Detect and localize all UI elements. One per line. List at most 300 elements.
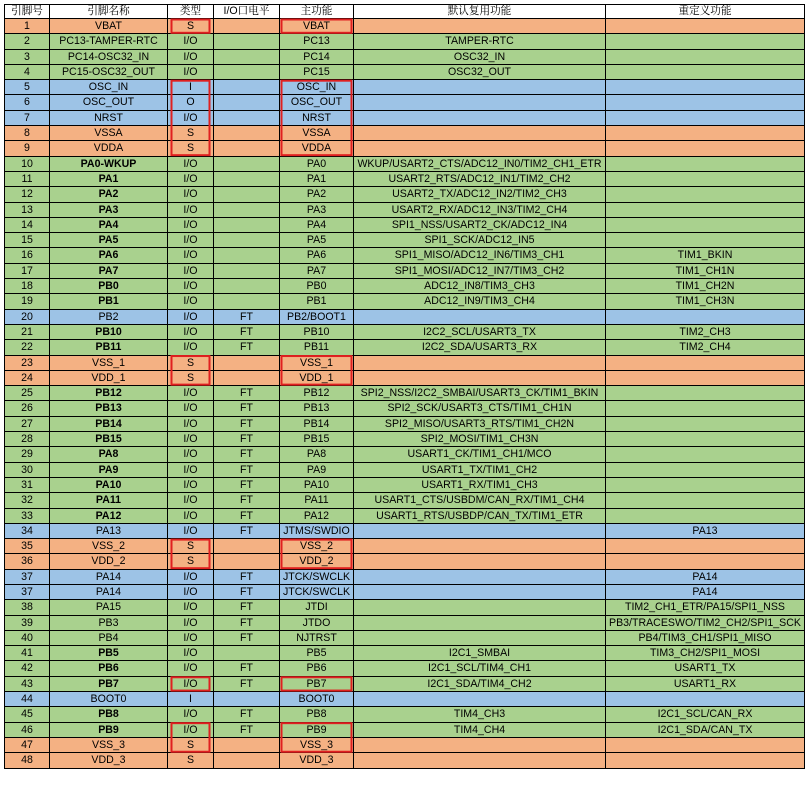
cell-pin-number: 38 bbox=[5, 600, 50, 615]
cell-io-level bbox=[214, 156, 280, 171]
cell-pin-name: PA14 bbox=[50, 569, 168, 584]
cell-type: I/O bbox=[168, 156, 214, 171]
cell-main-function: PB7 bbox=[280, 676, 354, 691]
cell-main-function: PA0 bbox=[280, 156, 354, 171]
table-row bbox=[5, 539, 805, 554]
cell-alt-function bbox=[354, 523, 606, 538]
cell-pin-number: 48 bbox=[5, 753, 50, 768]
header-main-function: 主功能 bbox=[280, 5, 354, 19]
cell-pin-name: PA15 bbox=[50, 600, 168, 615]
cell-pin-name: PA14 bbox=[50, 584, 168, 599]
cell-main-function: PA2 bbox=[280, 187, 354, 202]
cell-io-level: FT bbox=[214, 508, 280, 523]
cell-pin-number: 16 bbox=[5, 248, 50, 263]
table-row bbox=[5, 722, 805, 737]
cell-io-level: FT bbox=[214, 523, 280, 538]
cell-alt-function bbox=[354, 600, 606, 615]
cell-io-level bbox=[214, 737, 280, 752]
cell-type: I/O bbox=[168, 523, 214, 538]
cell-main-function: VDDA bbox=[280, 141, 354, 156]
cell-pin-number: 46 bbox=[5, 722, 50, 737]
cell-main-function: PB6 bbox=[280, 661, 354, 676]
cell-io-level bbox=[214, 64, 280, 79]
cell-pin-name: PB6 bbox=[50, 661, 168, 676]
cell-pin-number: 21 bbox=[5, 324, 50, 339]
cell-pin-name: BOOT0 bbox=[50, 692, 168, 707]
cell-type: I/O bbox=[168, 340, 214, 355]
table-row bbox=[5, 646, 805, 661]
cell-type: I bbox=[168, 80, 214, 95]
cell-pin-number: 12 bbox=[5, 187, 50, 202]
cell-pin-number: 5 bbox=[5, 80, 50, 95]
cell-pin-name: PC15-OSC32_OUT bbox=[50, 64, 168, 79]
cell-io-level bbox=[214, 126, 280, 141]
cell-main-function: PB1 bbox=[280, 294, 354, 309]
cell-alt-function: ADC12_IN9/TIM3_CH4 bbox=[354, 294, 606, 309]
table-row bbox=[5, 202, 805, 217]
cell-remap-function bbox=[606, 508, 805, 523]
cell-pin-number: 15 bbox=[5, 233, 50, 248]
cell-io-level: FT bbox=[214, 661, 280, 676]
table-row bbox=[5, 279, 805, 294]
table-row bbox=[5, 171, 805, 186]
cell-io-level: FT bbox=[214, 630, 280, 645]
cell-pin-name: VSS_2 bbox=[50, 539, 168, 554]
cell-pin-number: 47 bbox=[5, 737, 50, 752]
cell-pin-name: OSC_IN bbox=[50, 80, 168, 95]
cell-io-level bbox=[214, 110, 280, 125]
header-remap-function: 重定义功能 bbox=[606, 5, 805, 19]
cell-alt-function: USART2_TX/ADC12_IN2/TIM2_CH3 bbox=[354, 187, 606, 202]
cell-pin-number: 44 bbox=[5, 692, 50, 707]
cell-io-level bbox=[214, 355, 280, 370]
cell-io-level: FT bbox=[214, 493, 280, 508]
cell-main-function: PB13 bbox=[280, 401, 354, 416]
cell-pin-name: VDD_2 bbox=[50, 554, 168, 569]
table-row bbox=[5, 370, 805, 385]
cell-main-function: PC13 bbox=[280, 34, 354, 49]
cell-remap-function: TIM3_CH2/SPI1_MOSI bbox=[606, 646, 805, 661]
cell-main-function: VSS_2 bbox=[280, 539, 354, 554]
cell-io-level bbox=[214, 248, 280, 263]
cell-main-function: VDD_1 bbox=[280, 370, 354, 385]
cell-type: S bbox=[168, 19, 214, 34]
cell-pin-name: PA2 bbox=[50, 187, 168, 202]
cell-remap-function bbox=[606, 95, 805, 110]
cell-type: I/O bbox=[168, 217, 214, 232]
cell-pin-number: 26 bbox=[5, 401, 50, 416]
cell-pin-number: 24 bbox=[5, 370, 50, 385]
cell-type: I/O bbox=[168, 401, 214, 416]
cell-pin-name: PC13-TAMPER-RTC bbox=[50, 34, 168, 49]
cell-pin-name: NRST bbox=[50, 110, 168, 125]
table-row bbox=[5, 141, 805, 156]
cell-io-level bbox=[214, 34, 280, 49]
table-row bbox=[5, 630, 805, 645]
table-row bbox=[5, 584, 805, 599]
table-row bbox=[5, 64, 805, 79]
cell-type: I/O bbox=[168, 294, 214, 309]
table-row bbox=[5, 508, 805, 523]
header-pin-name: 引脚名称 bbox=[50, 5, 168, 19]
cell-pin-name: VSSA bbox=[50, 126, 168, 141]
cell-io-level bbox=[214, 646, 280, 661]
cell-main-function: PA7 bbox=[280, 263, 354, 278]
table-row bbox=[5, 661, 805, 676]
cell-main-function: PB14 bbox=[280, 416, 354, 431]
table-row bbox=[5, 615, 805, 630]
cell-io-level: FT bbox=[214, 722, 280, 737]
cell-remap-function bbox=[606, 554, 805, 569]
cell-alt-function bbox=[354, 141, 606, 156]
cell-main-function: PB2/BOOT1 bbox=[280, 309, 354, 324]
cell-type: I/O bbox=[168, 493, 214, 508]
cell-remap-function bbox=[606, 539, 805, 554]
cell-pin-name: PA13 bbox=[50, 523, 168, 538]
cell-alt-function: USART2_RTS/ADC12_IN1/TIM2_CH2 bbox=[354, 171, 606, 186]
cell-remap-function bbox=[606, 80, 805, 95]
cell-remap-function bbox=[606, 34, 805, 49]
table-header-row bbox=[5, 5, 805, 19]
table-body bbox=[5, 19, 805, 769]
cell-type: I/O bbox=[168, 187, 214, 202]
cell-remap-function: TIM2_CH1_ETR/PA15/SPI1_NSS bbox=[606, 600, 805, 615]
cell-type: I/O bbox=[168, 676, 214, 691]
table-row bbox=[5, 19, 805, 34]
cell-pin-number: 43 bbox=[5, 676, 50, 691]
cell-type: I/O bbox=[168, 630, 214, 645]
cell-main-function: PA8 bbox=[280, 447, 354, 462]
cell-pin-number: 42 bbox=[5, 661, 50, 676]
cell-main-function: PB12 bbox=[280, 386, 354, 401]
header-default-alt-function: 默认复用功能 bbox=[354, 5, 606, 19]
cell-remap-function: TIM1_CH2N bbox=[606, 279, 805, 294]
cell-remap-function: I2C1_SDA/CAN_TX bbox=[606, 722, 805, 737]
cell-io-level bbox=[214, 692, 280, 707]
cell-type: I bbox=[168, 692, 214, 707]
cell-alt-function: WKUP/USART2_CTS/ADC12_IN0/TIM2_CH1_ETR bbox=[354, 156, 606, 171]
cell-io-level bbox=[214, 202, 280, 217]
cell-main-function: PA9 bbox=[280, 462, 354, 477]
cell-alt-function bbox=[354, 692, 606, 707]
cell-io-level: FT bbox=[214, 569, 280, 584]
header-io-level: I/O口电平 bbox=[214, 5, 280, 19]
cell-type: S bbox=[168, 554, 214, 569]
cell-alt-function bbox=[354, 370, 606, 385]
cell-type: I/O bbox=[168, 263, 214, 278]
cell-main-function: PB15 bbox=[280, 432, 354, 447]
cell-pin-name: PA6 bbox=[50, 248, 168, 263]
cell-pin-name: PB15 bbox=[50, 432, 168, 447]
cell-alt-function bbox=[354, 95, 606, 110]
cell-pin-name: PB10 bbox=[50, 324, 168, 339]
cell-type: S bbox=[168, 539, 214, 554]
cell-io-level: FT bbox=[214, 324, 280, 339]
cell-pin-number: 37 bbox=[5, 584, 50, 599]
cell-pin-name: PA12 bbox=[50, 508, 168, 523]
table-row bbox=[5, 248, 805, 263]
cell-type: I/O bbox=[168, 416, 214, 431]
cell-remap-function bbox=[606, 19, 805, 34]
header-type: 类型 bbox=[168, 5, 214, 19]
cell-remap-function bbox=[606, 355, 805, 370]
table-row bbox=[5, 753, 805, 768]
cell-main-function: VDD_3 bbox=[280, 753, 354, 768]
cell-io-level bbox=[214, 539, 280, 554]
table-row bbox=[5, 386, 805, 401]
cell-type: S bbox=[168, 753, 214, 768]
cell-io-level bbox=[214, 171, 280, 186]
cell-pin-number: 11 bbox=[5, 171, 50, 186]
cell-pin-number: 14 bbox=[5, 217, 50, 232]
cell-pin-name: PB11 bbox=[50, 340, 168, 355]
cell-main-function: PC15 bbox=[280, 64, 354, 79]
cell-pin-number: 34 bbox=[5, 523, 50, 538]
table-row bbox=[5, 462, 805, 477]
cell-remap-function bbox=[606, 753, 805, 768]
cell-pin-number: 23 bbox=[5, 355, 50, 370]
cell-io-level bbox=[214, 753, 280, 768]
cell-remap-function: TIM1_BKIN bbox=[606, 248, 805, 263]
cell-alt-function: USART1_RX/TIM1_CH3 bbox=[354, 477, 606, 492]
cell-remap-function bbox=[606, 309, 805, 324]
cell-pin-number: 27 bbox=[5, 416, 50, 431]
cell-alt-function bbox=[354, 584, 606, 599]
cell-pin-number: 31 bbox=[5, 477, 50, 492]
cell-main-function: NJTRST bbox=[280, 630, 354, 645]
cell-pin-name: PA3 bbox=[50, 202, 168, 217]
cell-main-function: JTCK/SWCLK bbox=[280, 584, 354, 599]
cell-pin-number: 32 bbox=[5, 493, 50, 508]
table-row bbox=[5, 692, 805, 707]
cell-pin-name: PC14-OSC32_IN bbox=[50, 49, 168, 64]
cell-type: I/O bbox=[168, 248, 214, 263]
cell-remap-function bbox=[606, 386, 805, 401]
cell-remap-function bbox=[606, 233, 805, 248]
cell-io-level: FT bbox=[214, 447, 280, 462]
cell-pin-name: PA11 bbox=[50, 493, 168, 508]
cell-type: I/O bbox=[168, 49, 214, 64]
cell-main-function: PA3 bbox=[280, 202, 354, 217]
cell-type: I/O bbox=[168, 584, 214, 599]
cell-pin-name: PB8 bbox=[50, 707, 168, 722]
cell-remap-function: TIM1_CH1N bbox=[606, 263, 805, 278]
cell-type: I/O bbox=[168, 477, 214, 492]
cell-pin-name: PB0 bbox=[50, 279, 168, 294]
cell-main-function: JTDO bbox=[280, 615, 354, 630]
cell-remap-function bbox=[606, 110, 805, 125]
cell-alt-function bbox=[354, 753, 606, 768]
cell-io-level bbox=[214, 19, 280, 34]
cell-alt-function: TAMPER-RTC bbox=[354, 34, 606, 49]
table-row bbox=[5, 34, 805, 49]
cell-pin-name: OSC_OUT bbox=[50, 95, 168, 110]
table-row bbox=[5, 493, 805, 508]
table-row bbox=[5, 554, 805, 569]
cell-type: I/O bbox=[168, 64, 214, 79]
cell-pin-number: 25 bbox=[5, 386, 50, 401]
cell-main-function: PA12 bbox=[280, 508, 354, 523]
table-row bbox=[5, 126, 805, 141]
cell-pin-number: 17 bbox=[5, 263, 50, 278]
cell-main-function: PA1 bbox=[280, 171, 354, 186]
cell-alt-function: I2C1_SMBAI bbox=[354, 646, 606, 661]
cell-alt-function: I2C2_SCL/USART3_TX bbox=[354, 324, 606, 339]
cell-io-level bbox=[214, 141, 280, 156]
cell-io-level: FT bbox=[214, 432, 280, 447]
cell-remap-function bbox=[606, 401, 805, 416]
cell-alt-function: SPI1_MISO/ADC12_IN6/TIM3_CH1 bbox=[354, 248, 606, 263]
cell-alt-function bbox=[354, 126, 606, 141]
cell-pin-number: 40 bbox=[5, 630, 50, 645]
cell-pin-name: PB3 bbox=[50, 615, 168, 630]
cell-pin-number: 36 bbox=[5, 554, 50, 569]
cell-pin-number: 41 bbox=[5, 646, 50, 661]
cell-alt-function bbox=[354, 554, 606, 569]
cell-pin-number: 20 bbox=[5, 309, 50, 324]
cell-main-function: NRST bbox=[280, 110, 354, 125]
table-row bbox=[5, 309, 805, 324]
table-row bbox=[5, 187, 805, 202]
table-row bbox=[5, 447, 805, 462]
table-row bbox=[5, 110, 805, 125]
cell-remap-function bbox=[606, 477, 805, 492]
cell-type: I/O bbox=[168, 508, 214, 523]
cell-pin-number: 8 bbox=[5, 126, 50, 141]
cell-remap-function bbox=[606, 416, 805, 431]
cell-pin-number: 7 bbox=[5, 110, 50, 125]
cell-main-function: PA10 bbox=[280, 477, 354, 492]
cell-main-function: PA4 bbox=[280, 217, 354, 232]
cell-remap-function: TIM1_CH3N bbox=[606, 294, 805, 309]
cell-pin-number: 13 bbox=[5, 202, 50, 217]
cell-io-level: FT bbox=[214, 584, 280, 599]
cell-remap-function bbox=[606, 141, 805, 156]
cell-pin-name: PB9 bbox=[50, 722, 168, 737]
cell-io-level bbox=[214, 370, 280, 385]
pin-definition-table bbox=[4, 4, 805, 769]
cell-remap-function bbox=[606, 432, 805, 447]
cell-remap-function: PA14 bbox=[606, 569, 805, 584]
cell-pin-name: PA0-WKUP bbox=[50, 156, 168, 171]
cell-alt-function: OSC32_OUT bbox=[354, 64, 606, 79]
table-row bbox=[5, 355, 805, 370]
table-row bbox=[5, 523, 805, 538]
table-row bbox=[5, 737, 805, 752]
cell-remap-function bbox=[606, 156, 805, 171]
cell-alt-function: I2C1_SCL/TIM4_CH1 bbox=[354, 661, 606, 676]
cell-pin-number: 33 bbox=[5, 508, 50, 523]
cell-main-function: PA11 bbox=[280, 493, 354, 508]
table-row bbox=[5, 217, 805, 232]
cell-pin-number: 22 bbox=[5, 340, 50, 355]
cell-remap-function bbox=[606, 217, 805, 232]
cell-alt-function bbox=[354, 19, 606, 34]
cell-io-level bbox=[214, 80, 280, 95]
cell-remap-function: I2C1_SCL/CAN_RX bbox=[606, 707, 805, 722]
cell-alt-function bbox=[354, 737, 606, 752]
cell-type: I/O bbox=[168, 324, 214, 339]
cell-remap-function bbox=[606, 493, 805, 508]
cell-io-level bbox=[214, 49, 280, 64]
table-row bbox=[5, 401, 805, 416]
cell-alt-function: SPI2_MISO/USART3_RTS/TIM1_CH2N bbox=[354, 416, 606, 431]
cell-io-level: FT bbox=[214, 416, 280, 431]
cell-remap-function bbox=[606, 370, 805, 385]
cell-type: I/O bbox=[168, 447, 214, 462]
cell-alt-function: I2C2_SDA/USART3_RX bbox=[354, 340, 606, 355]
cell-pin-name: PA9 bbox=[50, 462, 168, 477]
cell-remap-function: TIM2_CH4 bbox=[606, 340, 805, 355]
table-row bbox=[5, 707, 805, 722]
cell-pin-number: 6 bbox=[5, 95, 50, 110]
cell-remap-function: PA13 bbox=[606, 523, 805, 538]
cell-main-function: PB10 bbox=[280, 324, 354, 339]
cell-main-function: VBAT bbox=[280, 19, 354, 34]
cell-main-function: VSS_1 bbox=[280, 355, 354, 370]
cell-main-function: VDD_2 bbox=[280, 554, 354, 569]
cell-alt-function: SPI2_SCK/USART3_CTS/TIM1_CH1N bbox=[354, 401, 606, 416]
cell-pin-number: 19 bbox=[5, 294, 50, 309]
cell-io-level bbox=[214, 554, 280, 569]
cell-alt-function bbox=[354, 355, 606, 370]
cell-main-function: PB9 bbox=[280, 722, 354, 737]
cell-io-level bbox=[214, 95, 280, 110]
cell-pin-name: PA5 bbox=[50, 233, 168, 248]
cell-alt-function bbox=[354, 539, 606, 554]
cell-pin-number: 30 bbox=[5, 462, 50, 477]
cell-alt-function bbox=[354, 630, 606, 645]
cell-pin-name: VSS_1 bbox=[50, 355, 168, 370]
cell-main-function: OSC_OUT bbox=[280, 95, 354, 110]
cell-pin-number: 1 bbox=[5, 19, 50, 34]
cell-io-level bbox=[214, 294, 280, 309]
cell-pin-name: PB12 bbox=[50, 386, 168, 401]
table-row bbox=[5, 477, 805, 492]
cell-pin-number: 37 bbox=[5, 569, 50, 584]
cell-pin-name: PA10 bbox=[50, 477, 168, 492]
cell-pin-name: PB14 bbox=[50, 416, 168, 431]
table-row bbox=[5, 432, 805, 447]
cell-type: S bbox=[168, 355, 214, 370]
cell-type: I/O bbox=[168, 569, 214, 584]
cell-io-level bbox=[214, 233, 280, 248]
table-row bbox=[5, 263, 805, 278]
cell-type: I/O bbox=[168, 661, 214, 676]
cell-io-level: FT bbox=[214, 615, 280, 630]
cell-remap-function: USART1_TX bbox=[606, 661, 805, 676]
cell-pin-name: VDD_3 bbox=[50, 753, 168, 768]
cell-pin-name: PA7 bbox=[50, 263, 168, 278]
cell-alt-function: SPI2_NSS/I2C2_SMBAI/USART3_CK/TIM1_BKIN bbox=[354, 386, 606, 401]
cell-alt-function bbox=[354, 110, 606, 125]
cell-main-function: JTCK/SWCLK bbox=[280, 569, 354, 584]
cell-pin-name: VDD_1 bbox=[50, 370, 168, 385]
cell-pin-number: 35 bbox=[5, 539, 50, 554]
cell-type: I/O bbox=[168, 615, 214, 630]
cell-main-function: VSS_3 bbox=[280, 737, 354, 752]
cell-alt-function: USART1_TX/TIM1_CH2 bbox=[354, 462, 606, 477]
table-row bbox=[5, 600, 805, 615]
cell-alt-function: SPI1_NSS/USART2_CK/ADC12_IN4 bbox=[354, 217, 606, 232]
table-row bbox=[5, 676, 805, 691]
cell-remap-function bbox=[606, 187, 805, 202]
cell-pin-number: 10 bbox=[5, 156, 50, 171]
cell-pin-number: 9 bbox=[5, 141, 50, 156]
cell-alt-function: I2C1_SDA/TIM4_CH2 bbox=[354, 676, 606, 691]
cell-pin-number: 28 bbox=[5, 432, 50, 447]
cell-remap-function bbox=[606, 447, 805, 462]
